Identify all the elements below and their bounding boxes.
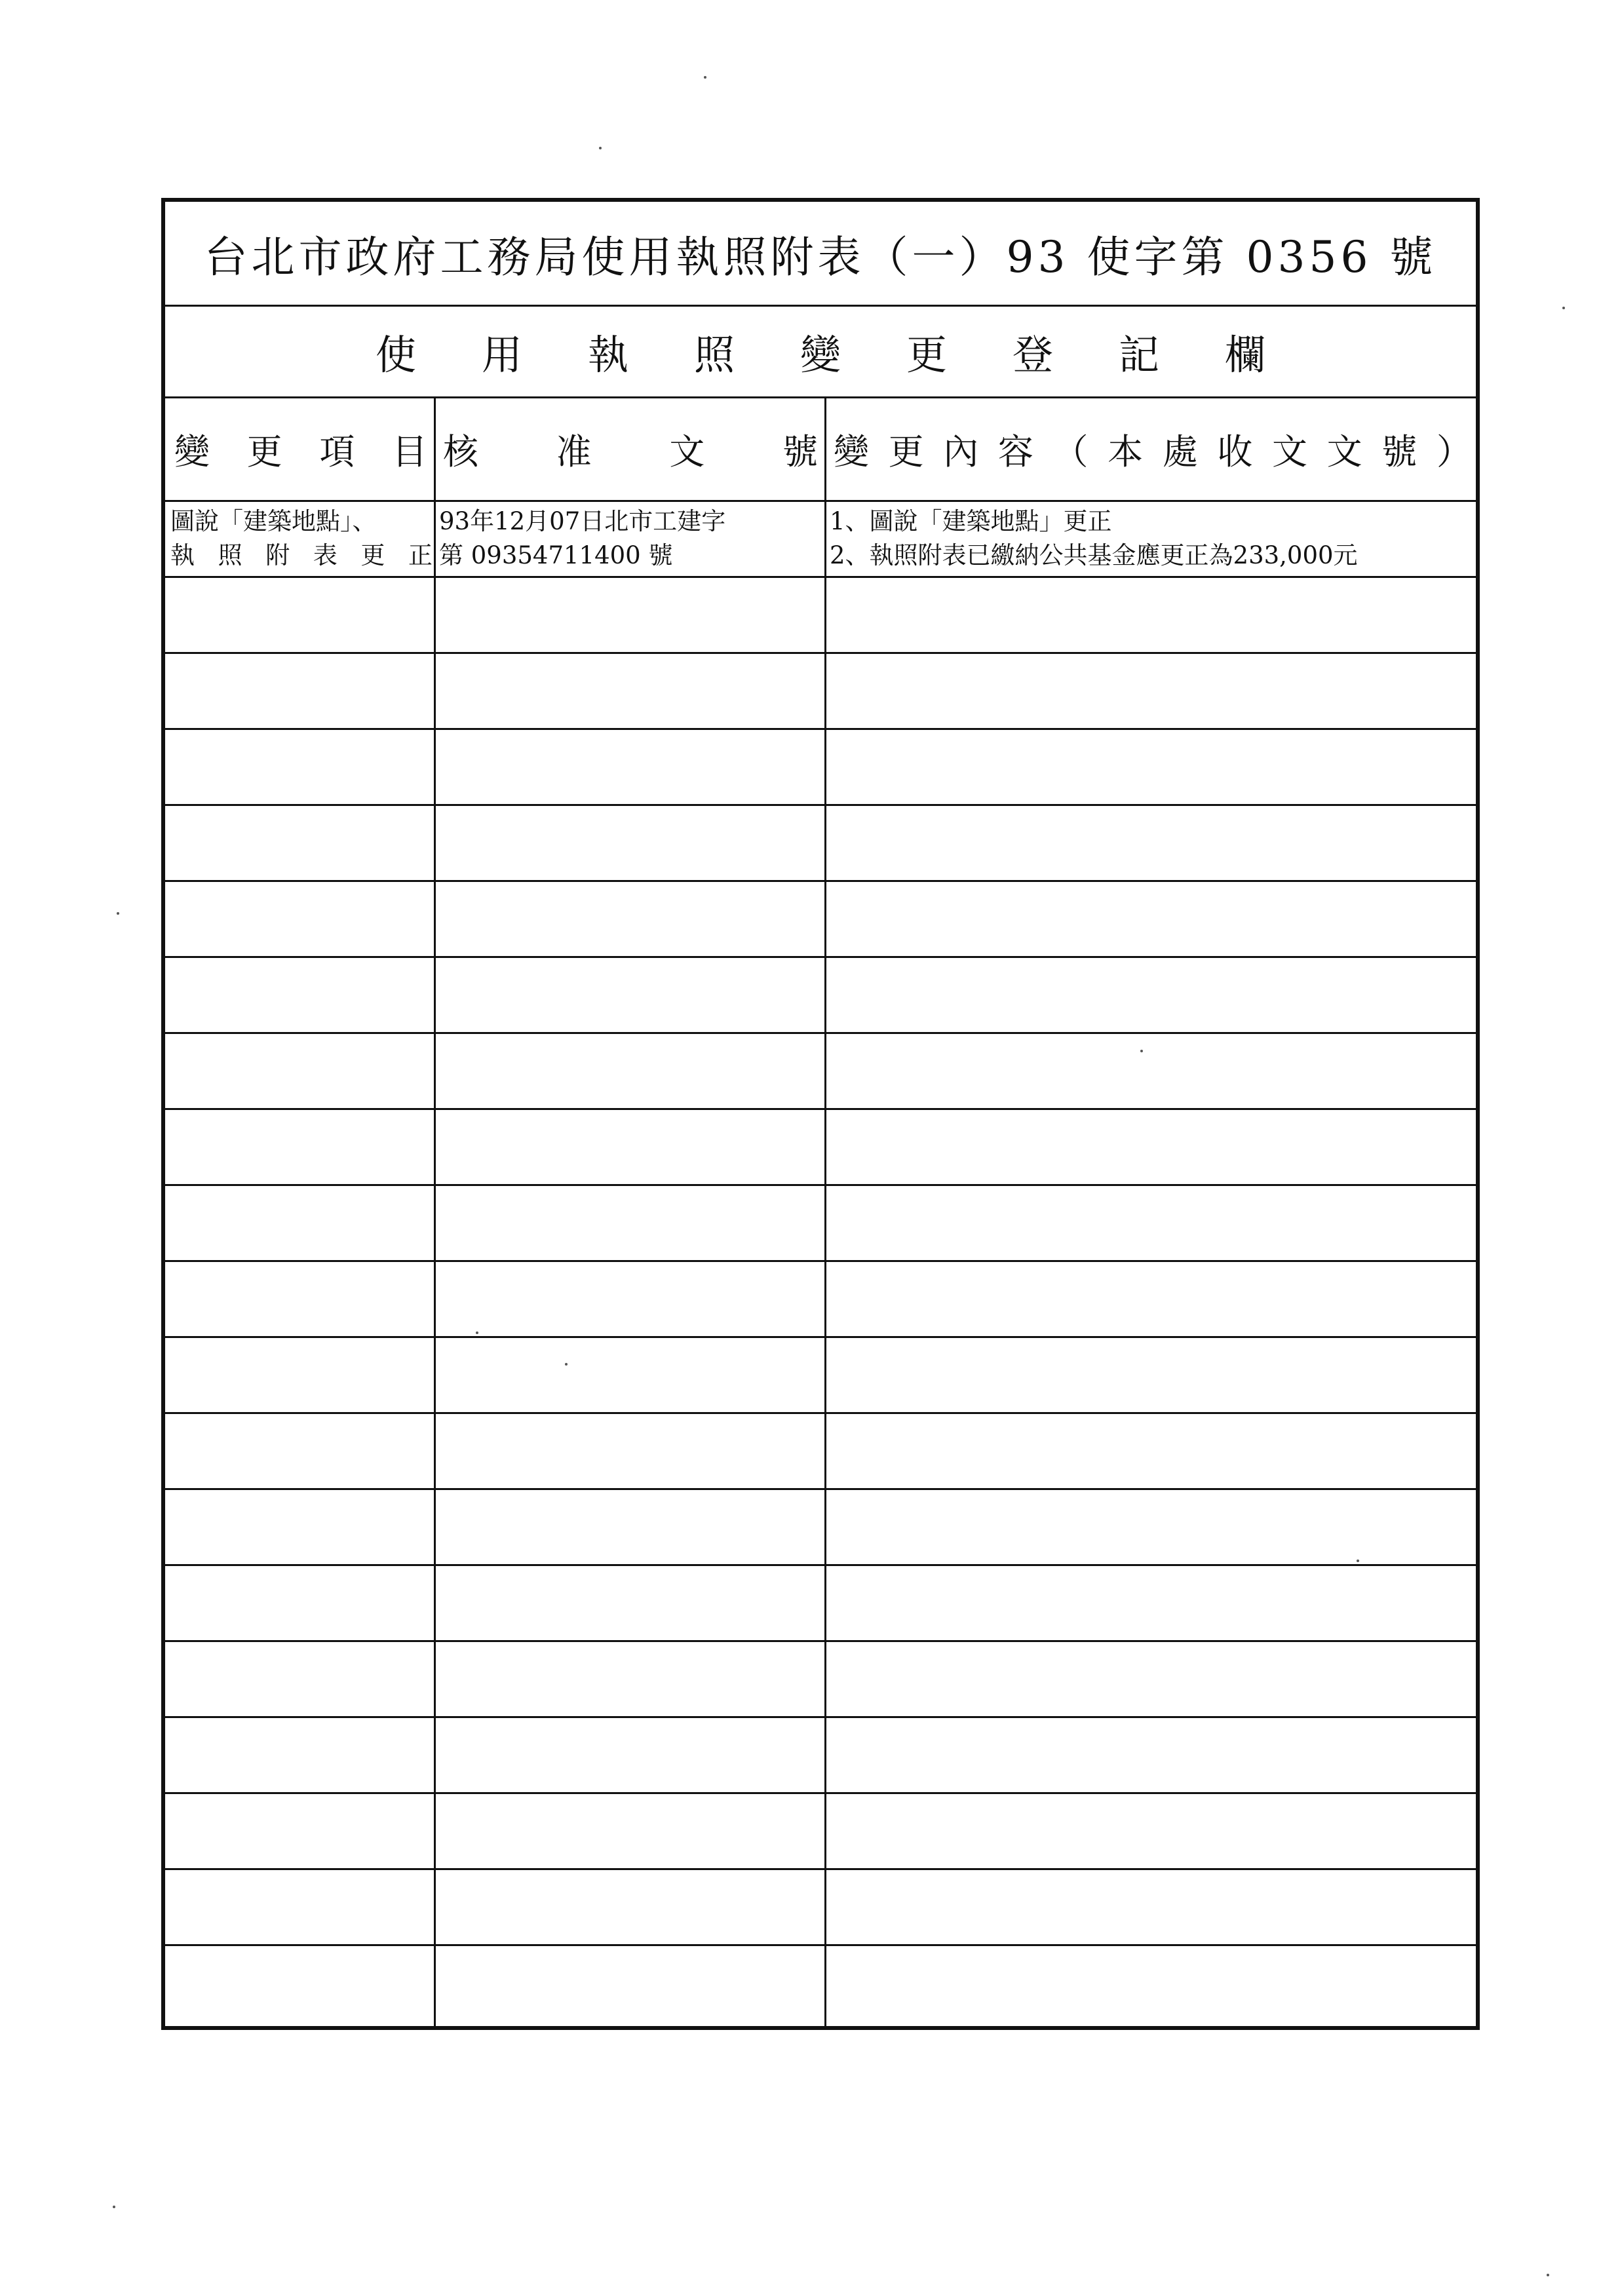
label-glyph: 文 xyxy=(669,431,705,472)
scan-speck xyxy=(1140,1050,1143,1052)
form-subtitle: 使用執照變更登記欄 xyxy=(165,307,1476,398)
table-row xyxy=(165,1110,1476,1186)
table-row xyxy=(165,1566,1476,1642)
change-register-table xyxy=(165,398,1476,2026)
label-glyph: 變 xyxy=(174,431,210,472)
cell-line: 1、圖說「建築地點」更正 xyxy=(830,507,1112,535)
cell-line: 93年12月07日北市工建字 xyxy=(439,507,726,535)
table-row xyxy=(165,502,1476,578)
label-glyph: 更 xyxy=(888,431,924,472)
label-glyph: （ xyxy=(1052,431,1089,472)
label-glyph: 核 xyxy=(443,431,478,472)
label-glyph: 容 xyxy=(997,431,1033,472)
label-glyph: 文 xyxy=(1272,431,1307,472)
cell-line: 圖說「建築地點」、 xyxy=(170,507,377,535)
table-header-row xyxy=(165,398,1476,502)
scan-speck xyxy=(476,1331,478,1334)
label-glyph: 本 xyxy=(1108,431,1144,472)
scan-speck xyxy=(113,2206,115,2208)
cell-change-content xyxy=(830,502,1477,576)
label-glyph: 內 xyxy=(943,431,979,472)
table-row xyxy=(165,1414,1476,1490)
table-row xyxy=(165,1946,1476,2022)
label-glyph: 目 xyxy=(391,431,427,472)
license-attachment-form xyxy=(161,198,1480,2030)
table-row xyxy=(165,806,1476,882)
label-glyph: 號 xyxy=(1381,431,1418,472)
cell-approval-number xyxy=(439,502,823,576)
label-glyph: 處 xyxy=(1162,431,1198,472)
table-row xyxy=(165,730,1476,806)
column-header-approval xyxy=(438,398,823,500)
cell-line: 第 09354711400 號 xyxy=(439,541,673,569)
label-glyph: 附 xyxy=(265,541,290,569)
scan-speck xyxy=(704,76,706,79)
table-row xyxy=(165,882,1476,958)
column-header-content xyxy=(828,398,1477,500)
cell-line: 2、執照附表已繳納公共基金應更正為233,000元 xyxy=(830,541,1358,569)
scan-speck xyxy=(1547,2274,1549,2276)
label-glyph: 收 xyxy=(1217,431,1253,472)
table-row xyxy=(165,1870,1476,1946)
label-glyph: 正 xyxy=(408,541,433,569)
cell-change-item xyxy=(170,502,433,576)
scan-speck xyxy=(599,147,602,149)
table-row xyxy=(165,1718,1476,1794)
form-title: 台北市政府工務局使用執照附表（一）93 使字第 0356 號 xyxy=(165,202,1476,307)
table-row xyxy=(165,1490,1476,1566)
table-row xyxy=(165,1642,1476,1718)
label-glyph: 更 xyxy=(360,541,385,569)
label-glyph: 號 xyxy=(782,431,818,472)
scan-speck xyxy=(1562,307,1565,309)
table-row xyxy=(165,578,1476,654)
table-row xyxy=(165,1338,1476,1414)
label-glyph: 准 xyxy=(556,431,592,472)
scan-speck xyxy=(1357,1559,1359,1562)
label-glyph: 文 xyxy=(1326,431,1362,472)
label-glyph: 執 xyxy=(170,541,195,569)
table-row xyxy=(165,958,1476,1034)
column-header-item xyxy=(169,398,433,500)
scan-speck xyxy=(117,912,119,915)
column-divider xyxy=(824,398,826,2026)
cell-line xyxy=(170,539,433,573)
label-glyph: ） xyxy=(1436,431,1472,472)
scan-speck xyxy=(565,1363,568,1366)
table-row xyxy=(165,1794,1476,1870)
table-row xyxy=(165,654,1476,730)
table-row xyxy=(165,1262,1476,1338)
label-glyph: 照 xyxy=(218,541,242,569)
label-glyph: 表 xyxy=(313,541,338,569)
table-row xyxy=(165,1186,1476,1262)
label-glyph: 更 xyxy=(246,431,282,472)
label-glyph: 項 xyxy=(319,431,355,472)
label-glyph: 變 xyxy=(834,431,869,472)
table-row xyxy=(165,1034,1476,1110)
column-divider xyxy=(434,398,436,2026)
